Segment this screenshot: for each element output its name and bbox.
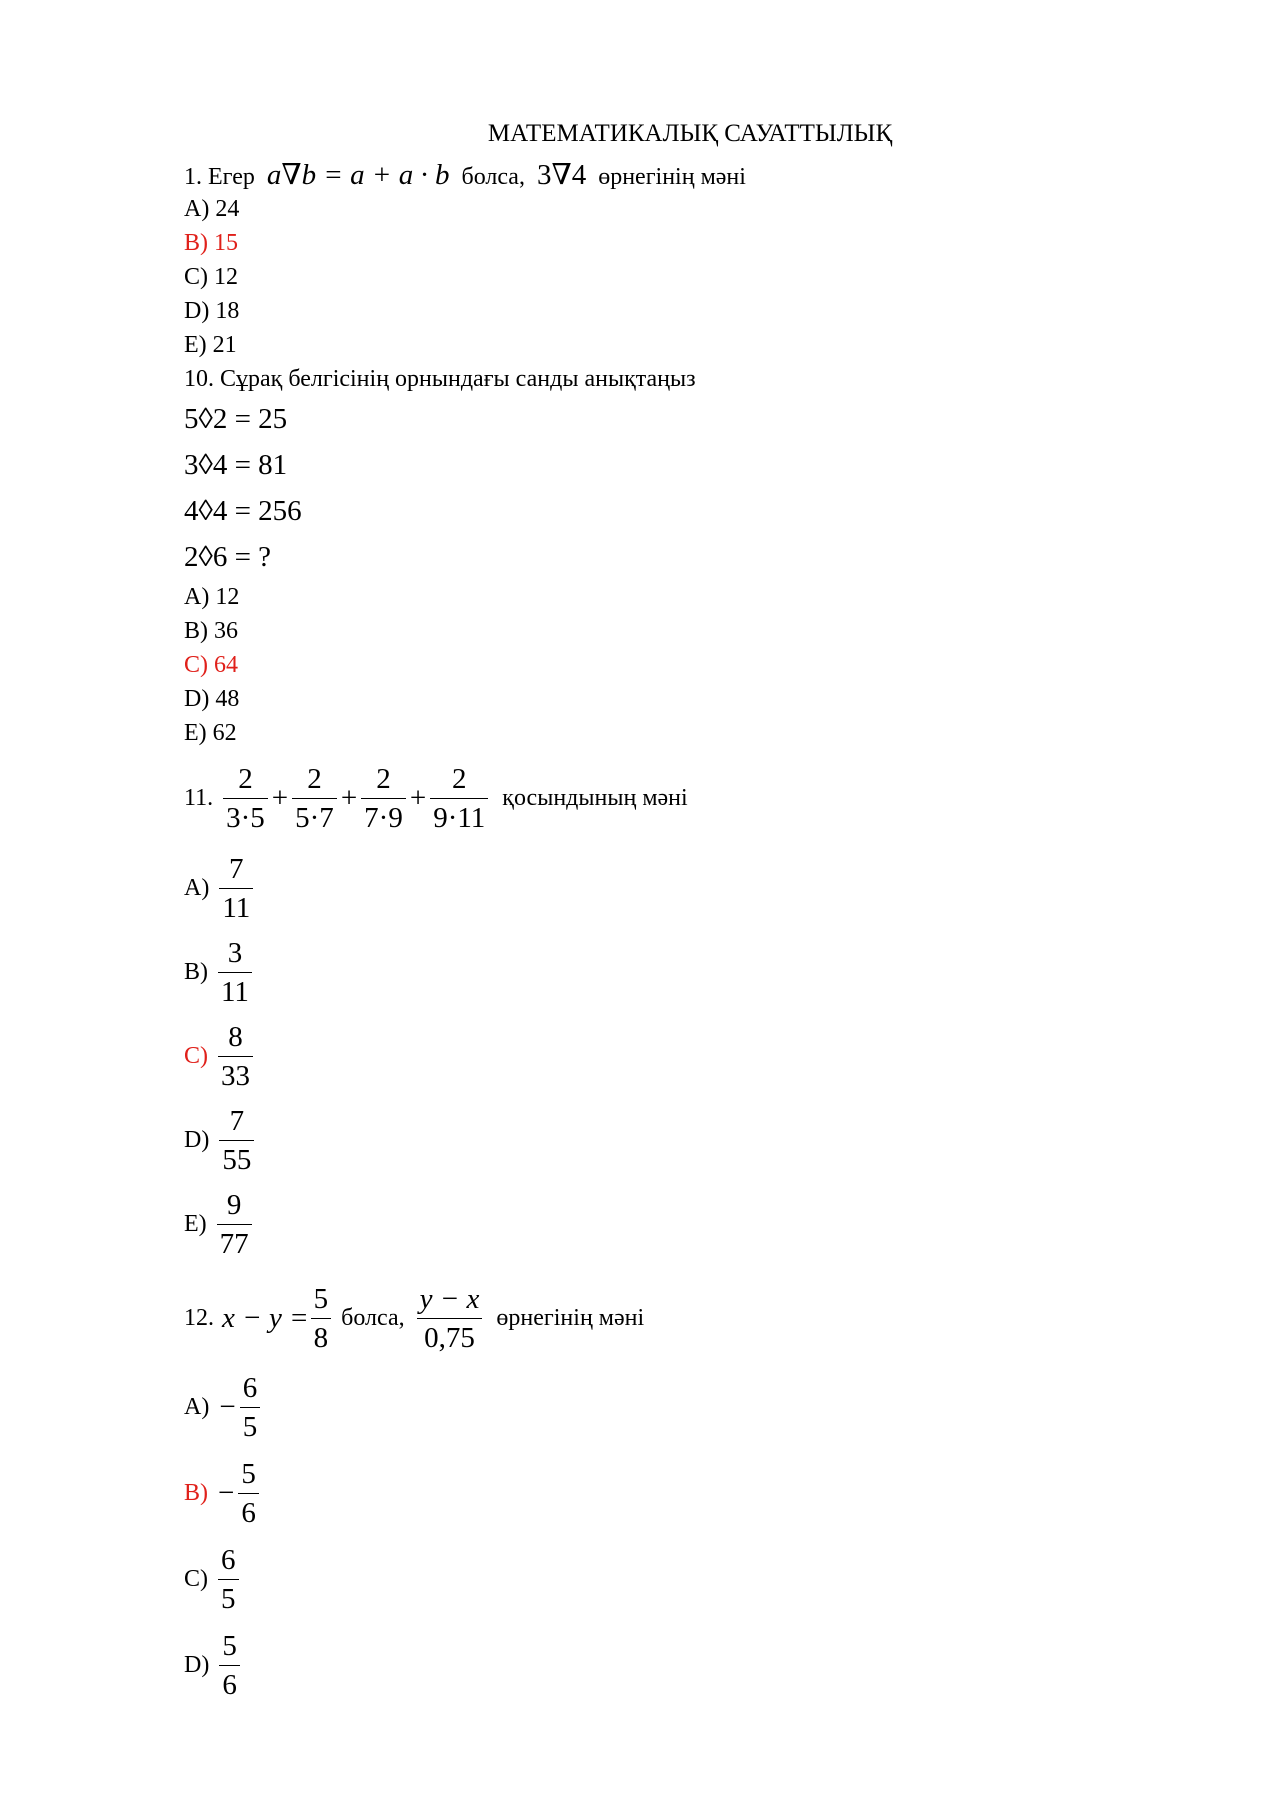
q1-middle: болса, [461, 164, 525, 190]
q11-option-e[interactable]: E) $\frac{9}{77}$ [184, 1182, 1184, 1266]
q12-suffix: өрнегінің мәні [496, 1304, 645, 1331]
q10-equation: 4◊4 = 256 [184, 495, 302, 527]
q1-prefix: 1. Егер [184, 164, 255, 190]
q10-option-b[interactable]: B) 36 [184, 618, 238, 644]
q10-option-d[interactable]: D) 48 [184, 686, 240, 712]
q12-fraction: $\frac{y - x}{0,75}$ [417, 1280, 483, 1357]
q11-option-a[interactable]: A) $\frac{7}{11}$ [184, 846, 1184, 930]
q1-option-d[interactable]: D) 18 [184, 298, 240, 324]
q10-option-c[interactable]: C) 64 [184, 652, 238, 678]
plus-sign: + [409, 781, 427, 814]
q11-suffix: қосындының мәні [502, 784, 688, 811]
q12-option-a[interactable]: A) − $\frac{6}{5}$ [184, 1364, 1184, 1450]
minus-sign: − [219, 1390, 236, 1423]
q11-fraction: $\frac{2}{9\cdot 11}$ [430, 760, 488, 837]
q10-equation: 2◊6 = ? [184, 541, 272, 573]
q10-option-a[interactable]: A) 12 [184, 584, 240, 610]
page-title: МАТЕМАТИКАЛЫҚ САУАТТЫЛЫҚ [487, 120, 893, 147]
q1-option-e[interactable]: E) 21 [184, 332, 237, 358]
question-11 [184, 750, 1184, 846]
question-12 [184, 1272, 1184, 1364]
q12-fraction: $\frac{5}{8}$ [311, 1280, 332, 1357]
q1-option-c[interactable]: C) 12 [184, 264, 238, 290]
question-1 [184, 158, 1184, 192]
q12-lhs: x − y = [222, 1301, 309, 1334]
q12-option-b[interactable]: B) − $\frac{5}{6}$ [184, 1450, 1184, 1536]
q1-expr: 3∇4 [536, 159, 587, 191]
q11-option-b[interactable]: B) $\frac{3}{11}$ [184, 930, 1184, 1014]
q12-option-d[interactable]: D) $\frac{5}{6}$ [184, 1622, 1184, 1708]
q1-formula: a∇b = a + a · b [266, 159, 450, 191]
plus-sign: + [340, 781, 358, 814]
plus-sign: + [271, 781, 289, 814]
q12-number: 12. [184, 1304, 214, 1331]
q1-suffix: өрнегінің мәні [598, 164, 746, 190]
minus-sign: − [218, 1476, 235, 1509]
q11-fraction: $\frac{2}{3\cdot 5}$ [223, 760, 268, 837]
q11-option-c[interactable]: C) $\frac{8}{33}$ [184, 1014, 1184, 1098]
q10-option-e[interactable]: E) 62 [184, 720, 237, 746]
q11-option-d[interactable]: D) $\frac{7}{55}$ [184, 1098, 1184, 1182]
q10-equation: 3◊4 = 81 [184, 449, 288, 481]
q11-fraction: $\frac{2}{7\cdot 9}$ [361, 760, 406, 837]
q12-middle: болса, [341, 1304, 405, 1331]
q1-option-a[interactable]: A) 24 [184, 196, 240, 222]
question-10: 10. Сұрақ белгісінің орнындағы санды анықтаңыз [184, 366, 696, 392]
q11-number: 11. [184, 784, 214, 811]
q12-option-c[interactable]: C) $\frac{6}{5}$ [184, 1536, 1184, 1622]
content [184, 158, 1184, 1708]
q1-option-b[interactable]: B) 15 [184, 230, 238, 256]
q10-equation: 5◊2 = 25 [184, 403, 288, 435]
q11-fraction: $\frac{2}{5\cdot 7}$ [292, 760, 337, 837]
